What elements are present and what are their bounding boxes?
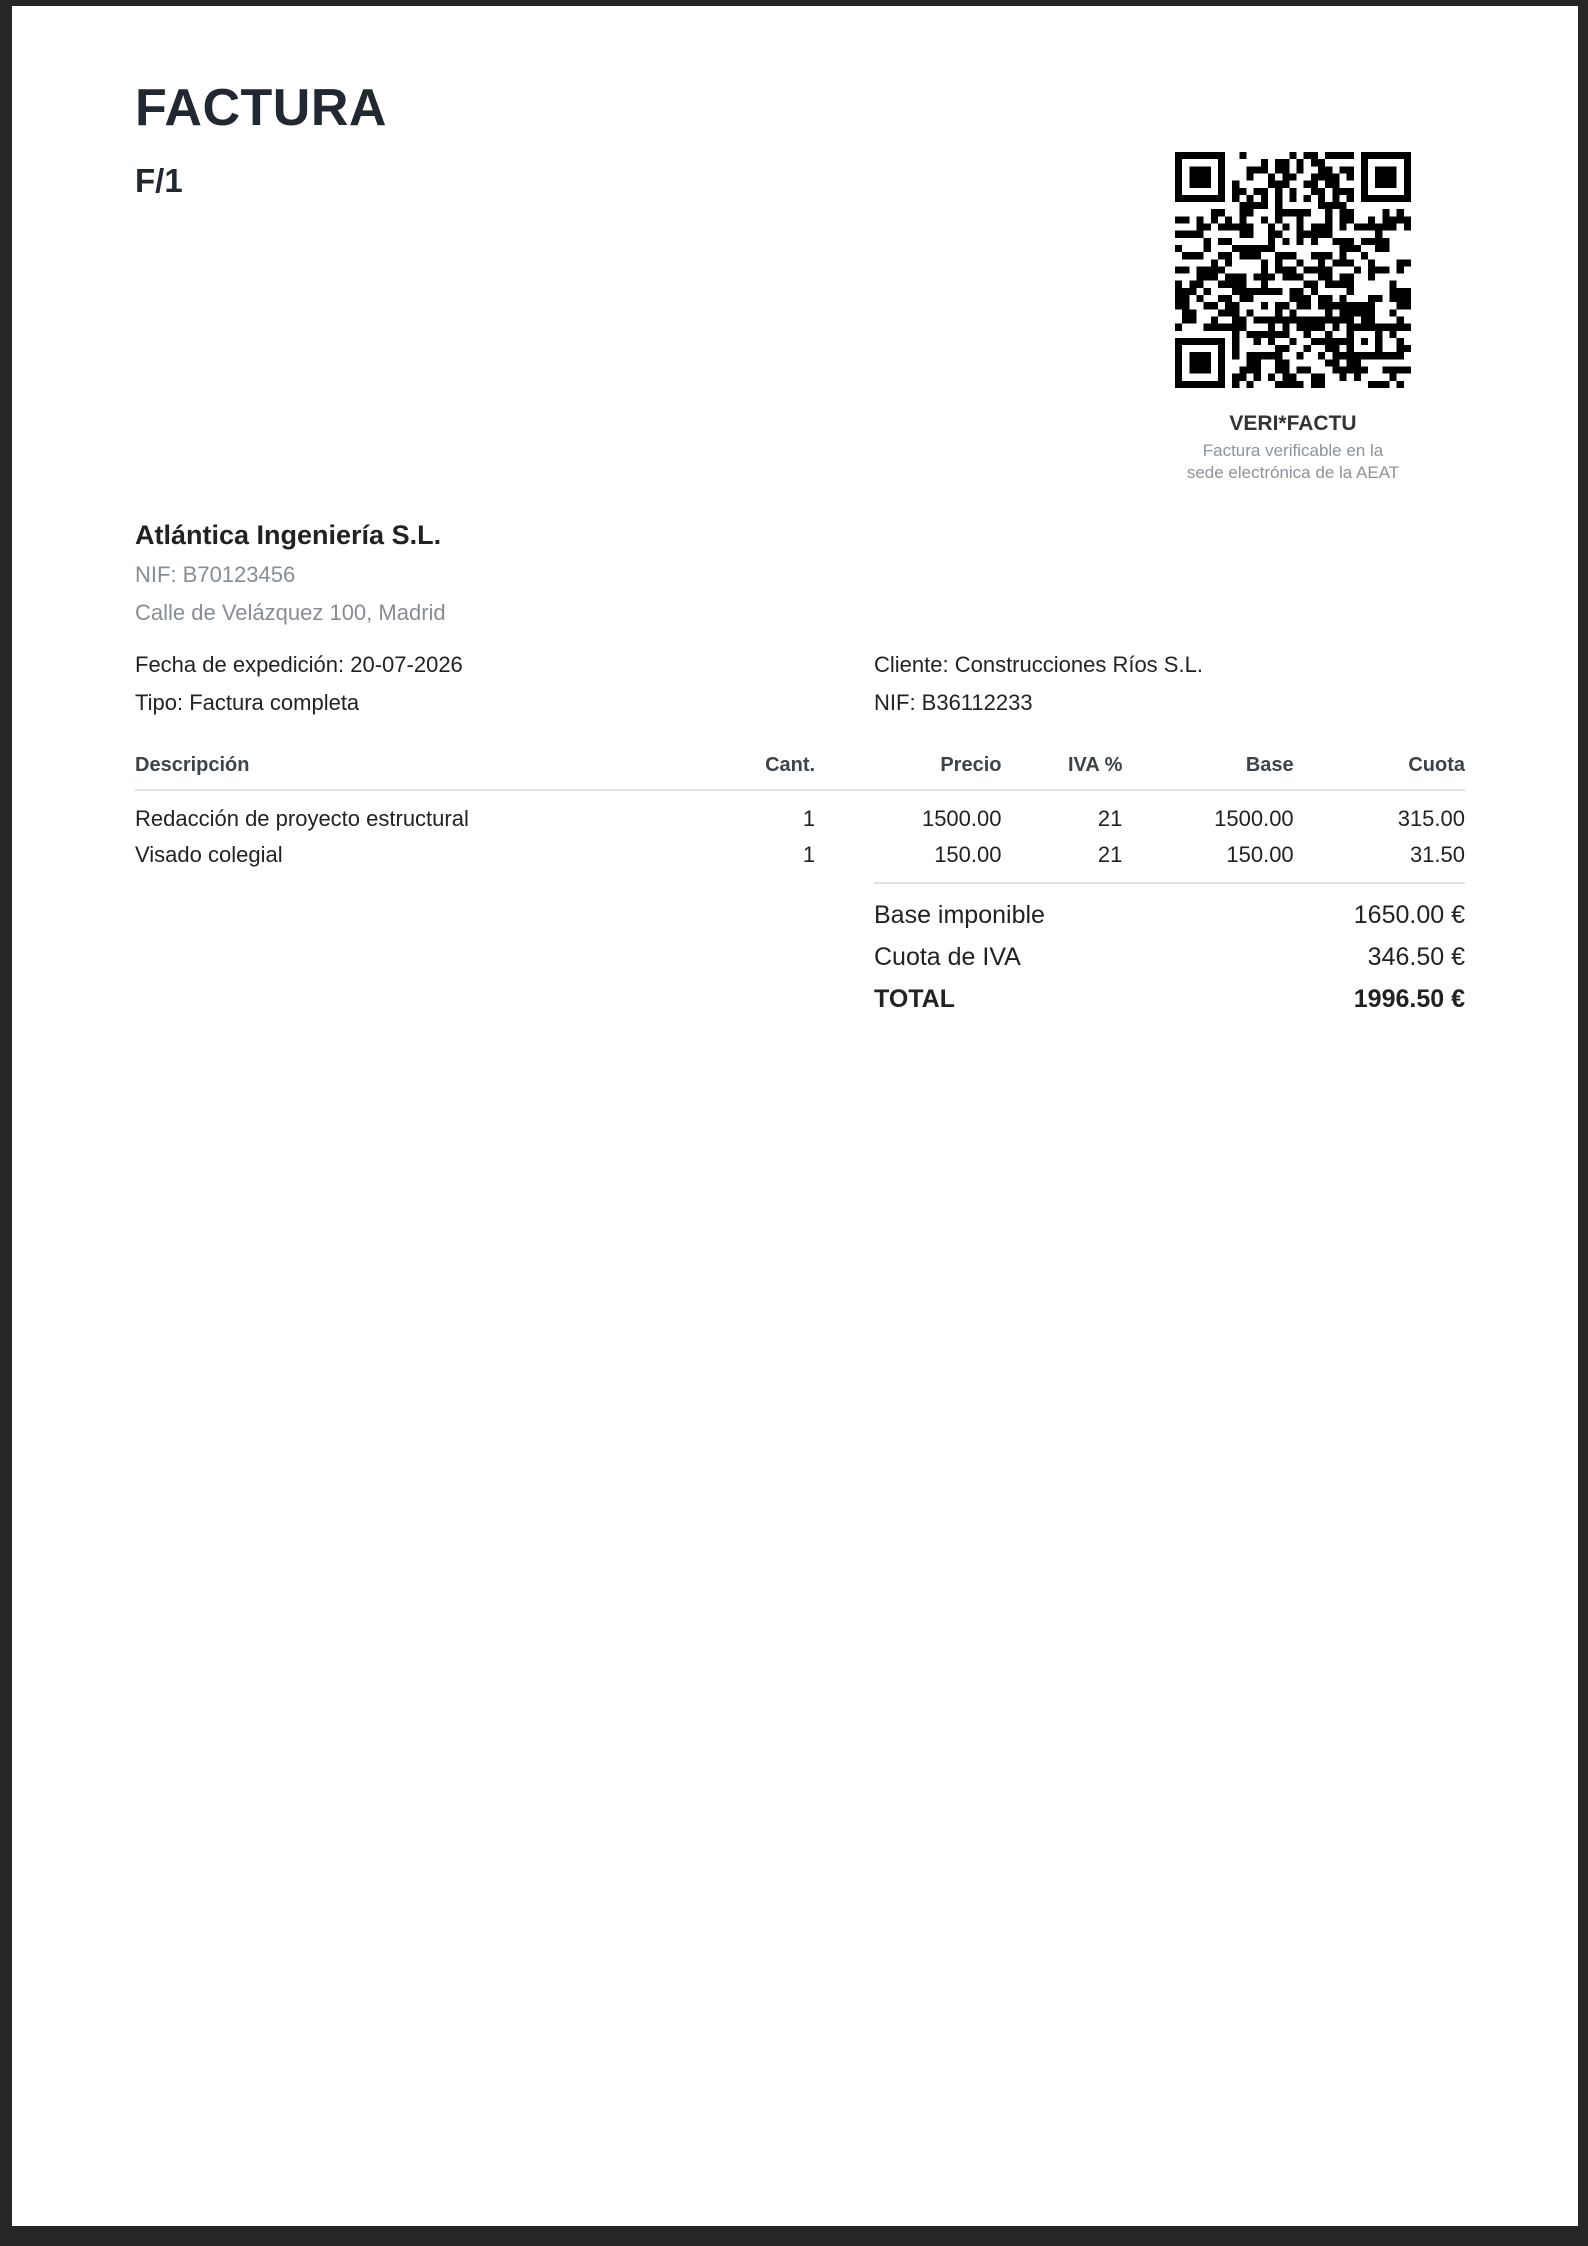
invoice-page: [12, 6, 1578, 2226]
header-base: Base: [1122, 754, 1293, 790]
totals-iva-label: Cuota de IVA: [874, 943, 1021, 971]
table-row: [135, 790, 1465, 837]
issuer-nif: NIF: B70123456: [135, 562, 296, 587]
row-description: Visado colegial: [135, 842, 283, 867]
totals-total-row: [874, 978, 1465, 1020]
invoice-title: FACTURA: [135, 79, 387, 137]
row-quota: 31.50: [1409, 842, 1465, 867]
issue-date: Fecha de expedición: 20-07-2026: [135, 652, 463, 677]
header-price: Precio: [815, 754, 1001, 790]
issuer-name: Atlántica Ingeniería S.L.: [135, 520, 442, 550]
row-base: 150.00: [1226, 842, 1294, 867]
verifactu-subtitle-line1: Factura verificable en la: [1202, 441, 1384, 460]
totals-base-row: [874, 894, 1465, 936]
totals-total-label: TOTAL: [874, 985, 956, 1013]
header-quota: Cuota: [1294, 754, 1465, 790]
totals-block: [874, 882, 1465, 1020]
row-vat-rate: 21: [1097, 806, 1123, 831]
row-base: 1500.00: [1214, 806, 1294, 831]
totals-iva-value: 346.50 €: [1367, 943, 1465, 971]
header-vat-rate: IVA %: [1001, 754, 1122, 790]
table-header-row: [135, 754, 1465, 790]
row-vat-rate: 21: [1097, 842, 1123, 867]
qr-code-icon: [1175, 152, 1411, 388]
client-name: Cliente: Construcciones Ríos S.L.: [874, 652, 1203, 677]
verifactu-subtitle-line2: sede electrónica de la AEAT: [1186, 463, 1400, 482]
items-table: [135, 754, 1465, 873]
invoice-content: [135, 6, 1465, 2226]
row-price: 1500.00: [921, 806, 1002, 831]
client-nif: NIF: B36112233: [874, 690, 1033, 715]
verifactu-title: VERI*FACTU: [1229, 412, 1357, 435]
issuer-address: Calle de Velázquez 100, Madrid: [135, 600, 446, 625]
row-quantity: 1: [802, 806, 816, 831]
row-quota: 315.00: [1397, 806, 1465, 831]
totals-iva-row: [874, 936, 1465, 978]
row-description: Redacción de proyecto estructural: [135, 806, 469, 831]
verifactu-subtitle: [1168, 440, 1418, 484]
totals-total-value: 1996.50 €: [1353, 985, 1465, 1013]
table-row: [135, 837, 1465, 873]
row-quantity: 1: [802, 842, 816, 867]
totals-base-value: 1650.00 €: [1353, 901, 1465, 929]
header-description: Descripción: [135, 754, 669, 790]
header-quantity: Cant.: [669, 754, 815, 790]
invoice-type: Tipo: Factura completa: [135, 690, 360, 715]
verifactu-block: [1168, 152, 1418, 484]
invoice-number: F/1: [135, 162, 183, 199]
totals-base-label: Base imponible: [874, 901, 1045, 929]
row-price: 150.00: [934, 842, 1002, 867]
